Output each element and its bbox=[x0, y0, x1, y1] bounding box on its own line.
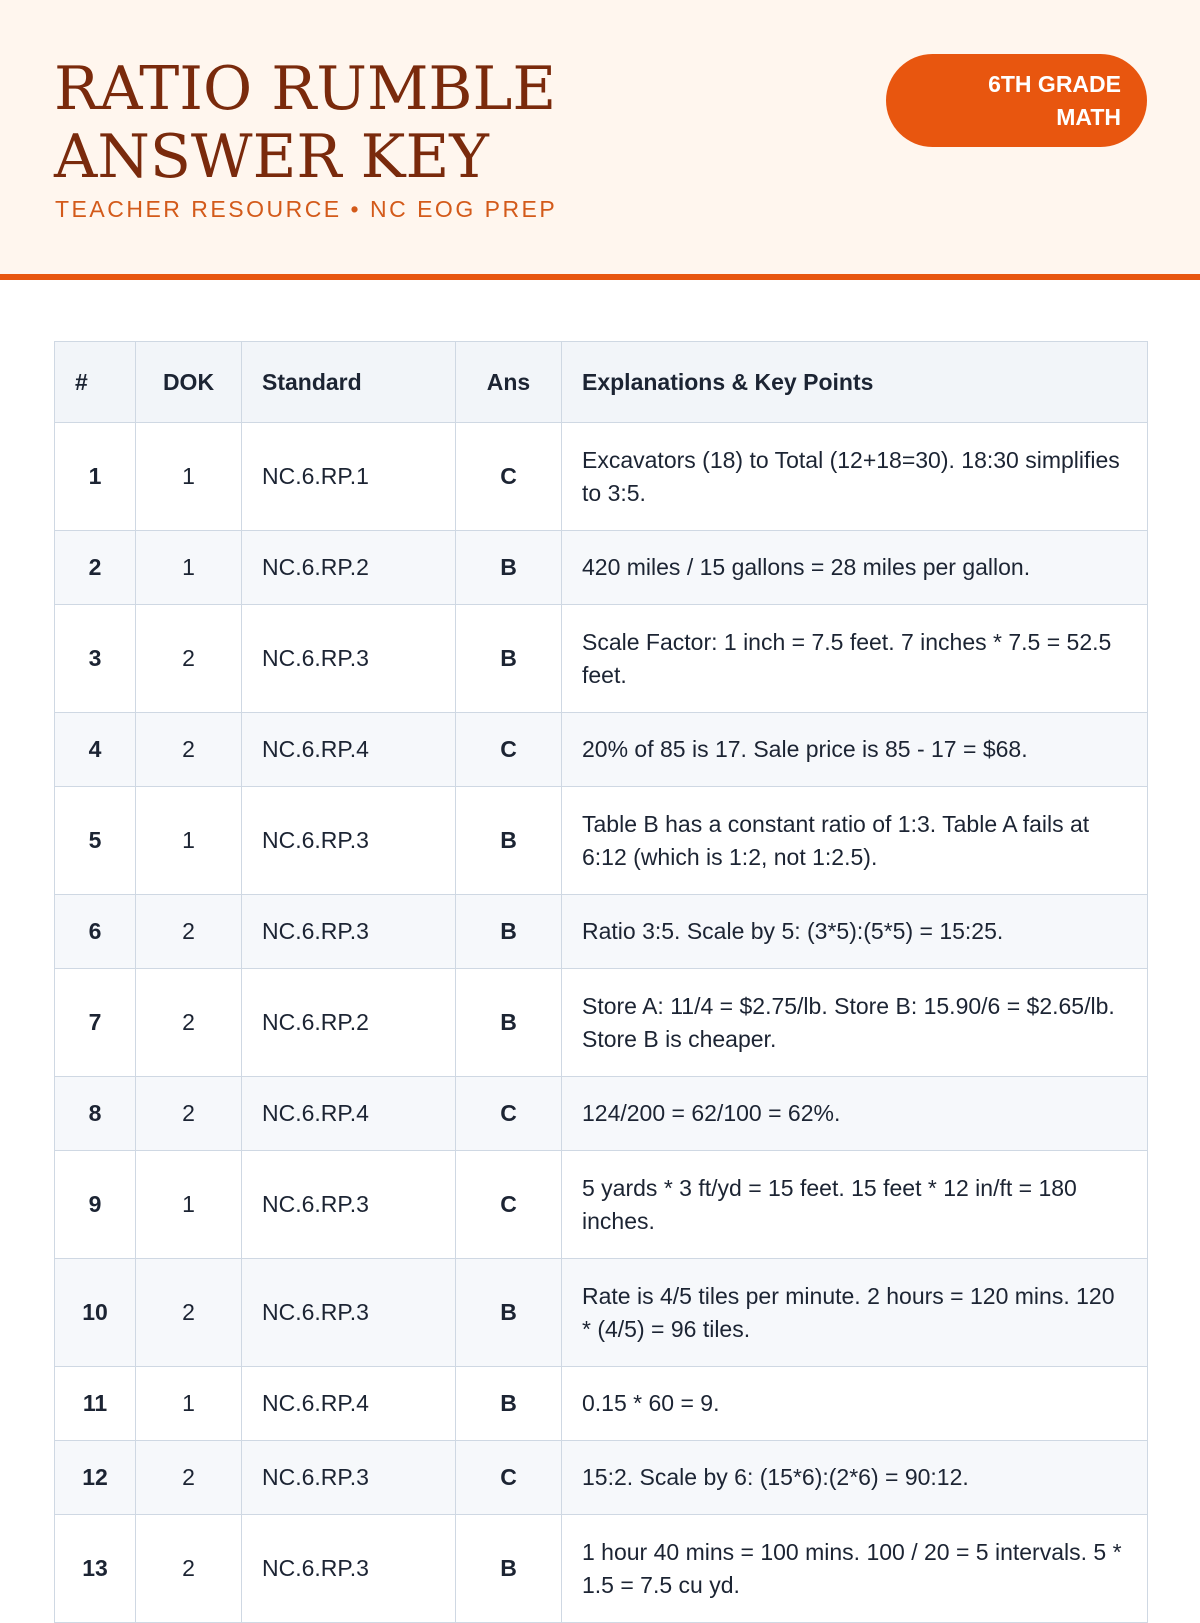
explanation-text: 20% of 85 is 17. Sale price is 85 - 17 = $68. bbox=[562, 713, 1148, 787]
grade-badge-line-1: 6TH GRADE bbox=[988, 71, 1121, 97]
answer-letter: B bbox=[456, 1515, 562, 1623]
answer-letter: B bbox=[456, 895, 562, 969]
question-number: 5 bbox=[55, 787, 136, 895]
table-row bbox=[55, 1441, 1148, 1515]
question-number: 1 bbox=[55, 423, 136, 531]
column-header-number: # bbox=[55, 342, 136, 423]
dok-level: 1 bbox=[136, 1367, 242, 1441]
standard-code: NC.6.RP.3 bbox=[242, 1515, 456, 1623]
question-number: 11 bbox=[55, 1367, 136, 1441]
question-number: 10 bbox=[55, 1259, 136, 1367]
explanation-text: Rate is 4/5 tiles per minute. 2 hours = 120 mins. 120 * (4/5) = 96 tiles. bbox=[562, 1259, 1148, 1367]
explanation-text: 1 hour 40 mins = 100 mins. 100 / 20 = 5 intervals. 5 * 1.5 = 7.5 cu yd. bbox=[562, 1515, 1148, 1623]
standard-code: NC.6.RP.3 bbox=[242, 1259, 456, 1367]
answer-key-table-container bbox=[54, 341, 1147, 1623]
answer-letter: B bbox=[456, 969, 562, 1077]
question-number: 12 bbox=[55, 1441, 136, 1515]
table-row bbox=[55, 1515, 1148, 1623]
dok-level: 2 bbox=[136, 1259, 242, 1367]
table-header-row bbox=[55, 342, 1148, 423]
question-number: 8 bbox=[55, 1077, 136, 1151]
question-number: 9 bbox=[55, 1151, 136, 1259]
table-row bbox=[55, 1151, 1148, 1259]
answer-letter: C bbox=[456, 1151, 562, 1259]
table-row bbox=[55, 605, 1148, 713]
column-header-answer: Ans bbox=[456, 342, 562, 423]
table-row bbox=[55, 1367, 1148, 1441]
answer-letter: C bbox=[456, 713, 562, 787]
column-header-standard: Standard bbox=[242, 342, 456, 423]
dok-level: 1 bbox=[136, 531, 242, 605]
dok-level: 2 bbox=[136, 1515, 242, 1623]
standard-code: NC.6.RP.4 bbox=[242, 1077, 456, 1151]
standard-code: NC.6.RP.1 bbox=[242, 423, 456, 531]
standard-code: NC.6.RP.3 bbox=[242, 1441, 456, 1515]
column-header-explanation: Explanations & Key Points bbox=[562, 342, 1148, 423]
standard-code: NC.6.RP.3 bbox=[242, 895, 456, 969]
explanation-text: 5 yards * 3 ft/yd = 15 feet. 15 feet * 12 in/ft = 180 inches. bbox=[562, 1151, 1148, 1259]
table-row bbox=[55, 1259, 1148, 1367]
standard-code: NC.6.RP.2 bbox=[242, 531, 456, 605]
grade-badge-line-2: MATH bbox=[1056, 104, 1121, 130]
question-number: 2 bbox=[55, 531, 136, 605]
page-title: RATIO RUMBLE ANSWER KEY bbox=[54, 54, 557, 192]
table-row bbox=[55, 895, 1148, 969]
dok-level: 2 bbox=[136, 1441, 242, 1515]
answer-letter: C bbox=[456, 1441, 562, 1515]
answer-letter: B bbox=[456, 605, 562, 713]
dok-level: 2 bbox=[136, 895, 242, 969]
explanation-text: Excavators (18) to Total (12+18=30). 18:30 simplifies to 3:5. bbox=[562, 423, 1148, 531]
standard-code: NC.6.RP.3 bbox=[242, 1151, 456, 1259]
answer-letter: C bbox=[456, 1077, 562, 1151]
explanation-text: 0.15 * 60 = 9. bbox=[562, 1367, 1148, 1441]
standard-code: NC.6.RP.3 bbox=[242, 787, 456, 895]
answer-letter: B bbox=[456, 1259, 562, 1367]
question-number: 7 bbox=[55, 969, 136, 1077]
question-number: 4 bbox=[55, 713, 136, 787]
header bbox=[0, 0, 1200, 280]
answer-letter: C bbox=[456, 423, 562, 531]
explanation-text: 15:2. Scale by 6: (15*6):(2*6) = 90:12. bbox=[562, 1441, 1148, 1515]
dok-level: 1 bbox=[136, 1151, 242, 1259]
answer-key-table bbox=[54, 341, 1148, 1623]
grade-badge bbox=[886, 54, 1147, 147]
explanation-text: Table B has a constant ratio of 1:3. Table A fails at 6:12 (which is 1:2, not 1:2.5). bbox=[562, 787, 1148, 895]
dok-level: 2 bbox=[136, 1077, 242, 1151]
table-row bbox=[55, 1077, 1148, 1151]
standard-code: NC.6.RP.2 bbox=[242, 969, 456, 1077]
dok-level: 2 bbox=[136, 605, 242, 713]
question-number: 3 bbox=[55, 605, 136, 713]
question-number: 6 bbox=[55, 895, 136, 969]
answer-letter: B bbox=[456, 787, 562, 895]
dok-level: 1 bbox=[136, 787, 242, 895]
page-subtitle: TEACHER RESOURCE • NC EOG PREP bbox=[55, 196, 558, 222]
explanation-text: 420 miles / 15 gallons = 28 miles per gallon. bbox=[562, 531, 1148, 605]
answer-letter: B bbox=[456, 531, 562, 605]
table-row bbox=[55, 423, 1148, 531]
dok-level: 2 bbox=[136, 713, 242, 787]
dok-level: 1 bbox=[136, 423, 242, 531]
table-row bbox=[55, 787, 1148, 895]
explanation-text: Store A: 11/4 = $2.75/lb. Store B: 15.90/6 = $2.65/lb. Store B is cheaper. bbox=[562, 969, 1148, 1077]
explanation-text: Ratio 3:5. Scale by 5: (3*5):(5*5) = 15:25. bbox=[562, 895, 1148, 969]
explanation-text: 124/200 = 62/100 = 62%. bbox=[562, 1077, 1148, 1151]
table-row bbox=[55, 713, 1148, 787]
standard-code: NC.6.RP.4 bbox=[242, 1367, 456, 1441]
table-row bbox=[55, 531, 1148, 605]
standard-code: NC.6.RP.3 bbox=[242, 605, 456, 713]
explanation-text: Scale Factor: 1 inch = 7.5 feet. 7 inches * 7.5 = 52.5 feet. bbox=[562, 605, 1148, 713]
column-header-dok: DOK bbox=[136, 342, 242, 423]
standard-code: NC.6.RP.4 bbox=[242, 713, 456, 787]
dok-level: 2 bbox=[136, 969, 242, 1077]
question-number: 13 bbox=[55, 1515, 136, 1623]
answer-letter: B bbox=[456, 1367, 562, 1441]
table-row bbox=[55, 969, 1148, 1077]
